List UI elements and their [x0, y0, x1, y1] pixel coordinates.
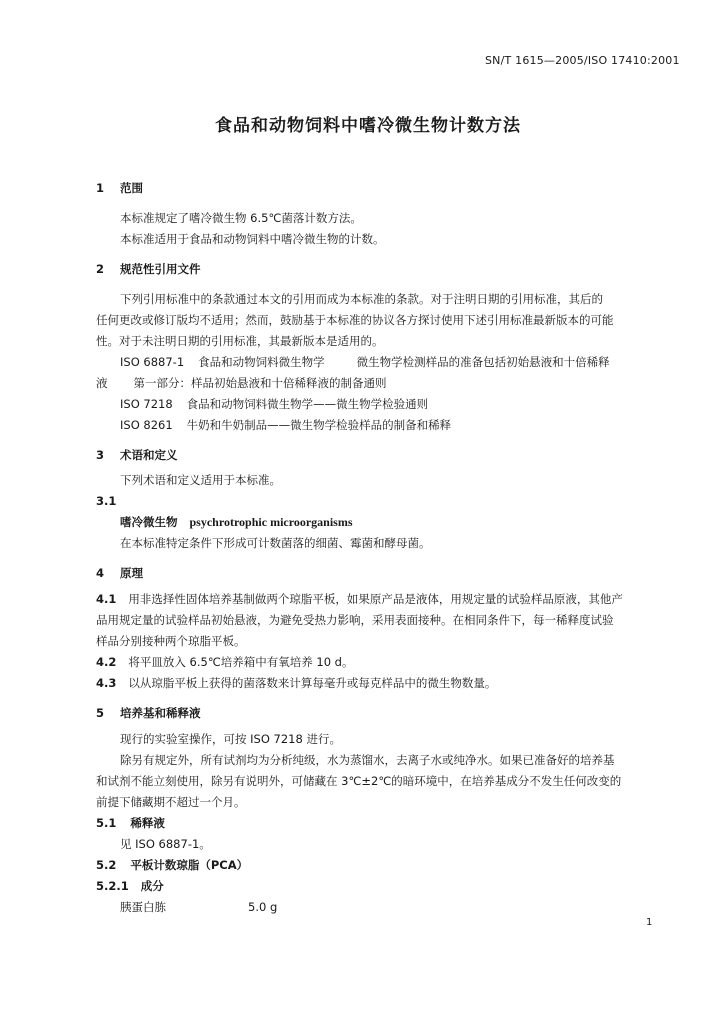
clause-number: 4.2 [96, 655, 117, 669]
section-title: 范围 [120, 181, 144, 195]
section-title: 培养基和稀释液 [120, 706, 201, 720]
term-chinese: 嗜冷微生物 [120, 515, 178, 529]
section-number: 2 [96, 262, 105, 276]
ingredient-row [120, 899, 277, 915]
reference-code: ISO 7218 [120, 397, 173, 411]
subsection-5-1-heading [96, 815, 165, 831]
term-definition: 在本标准特定条件下形成可计数菌落的细菌、霉菌和酵母菌。 [120, 536, 431, 550]
clause-4-1 [96, 591, 623, 607]
subsection-5-2-1-heading [96, 878, 164, 894]
page-number: 1 [646, 917, 653, 928]
reference-item [120, 354, 610, 370]
term-english: psychrotrophic microorganisms [189, 515, 353, 529]
paragraph: 本标准规定了嗜冷微生物 6.5℃菌落计数方法。 [120, 211, 362, 225]
subsection-5-2-heading [96, 857, 248, 873]
section-title: 规范性引用文件 [120, 262, 201, 276]
section-number: 1 [96, 181, 105, 195]
reference-title: 微生物学检测样品的准备包括初始悬液和十倍稀释 [356, 355, 610, 369]
reference-title: 食品和动物饲料微生物学——微生物学检验通则 [186, 397, 429, 411]
page-title: 食品和动物饲料中嗜冷微生物计数方法 [215, 116, 521, 136]
reference-code: ISO 8261 [120, 418, 173, 432]
reference-title: 牛奶和牛奶制品——微生物学检验样品的制备和稀释 [186, 418, 452, 432]
clause-text: 以从琼脂平板上获得的菌落数来计算每毫升或每克样品中的微生物数量。 [128, 676, 497, 690]
clause-number: 4.1 [96, 592, 117, 606]
section-5-heading [96, 705, 201, 721]
subsection-number: 5.2 [96, 858, 117, 872]
reference-title: 液 [96, 376, 108, 390]
subsection-title: 稀释液 [130, 816, 165, 830]
section-title: 术语和定义 [120, 448, 178, 462]
paragraph: 见 ISO 6887-1。 [120, 837, 211, 851]
paragraph-line: 下列引用标准中的条款通过本文的引用而成为本标准的条款。对于注明日期的引用标准，其后的 [120, 292, 603, 306]
clause-4-2 [96, 654, 353, 670]
reference-item [120, 417, 451, 433]
clause-text: 将平皿放入 6.5℃培养箱中有氧培养 10 d。 [128, 655, 354, 669]
standard-code-header: SN/T 1615—2005/ISO 17410:2001 [485, 54, 680, 67]
term-entry [120, 514, 353, 530]
subsection-title: 成分 [140, 879, 164, 893]
paragraph-line: 性。对于未注明日期的引用标准，其最新版本是适用的。 [96, 334, 384, 348]
section-3-heading [96, 447, 178, 463]
ingredient-name: 胰蛋白胨 [120, 900, 166, 914]
subsection-title: 平板计数琼脂（PCA） [130, 858, 249, 872]
paragraph-line: 任何更改或修订版均不适用；然而，鼓励基于本标准的协议各方探讨使用下述引用标准最新版本的可能 [96, 313, 614, 327]
paragraph-line: 前提下储藏期不超过一个月。 [96, 795, 246, 809]
paragraph-line: 和试剂不能立刻使用，除另有说明外，可储藏在 3℃±2℃的暗环境中，在培养基成分不发生任何改变的 [96, 774, 622, 788]
section-number: 3 [96, 448, 105, 462]
paragraph: 本标准适用于食品和动物饲料中嗜冷微生物的计数。 [120, 232, 385, 246]
section-2-heading [96, 261, 201, 277]
section-1-heading [96, 180, 143, 196]
reference-item-continued [96, 375, 387, 391]
reference-code: ISO 6887-1 [120, 355, 185, 369]
subsection-number: 5.2.1 [96, 879, 129, 893]
section-number: 5 [96, 706, 105, 720]
section-4-heading [96, 565, 143, 581]
section-number: 4 [96, 566, 105, 580]
subsection-number: 5.1 [96, 816, 117, 830]
ingredient-quantity: 5.0 g [248, 900, 278, 914]
paragraph: 下列术语和定义适用于本标准。 [120, 473, 281, 487]
paragraph-line: 样品分别接种两个琼脂平板。 [96, 634, 246, 648]
clause-text: 用非选择性固体培养基制做两个琼脂平板，如果原产品是液体，用规定量的试验样品原液，其他产 [128, 592, 623, 606]
reference-title: 第一部分：样品初始悬液和十倍稀释液的制备通则 [133, 376, 387, 390]
reference-title: 食品和动物饲料微生物学 [198, 355, 325, 369]
section-title: 原理 [120, 566, 144, 580]
paragraph-line: 品用规定量的试验样品初始悬液，为避免受热力影响，采用表面接种。在相同条件下，每一稀释度试验 [96, 613, 614, 627]
reference-item [120, 396, 428, 412]
paragraph-line: 除另有规定外，所有试剂均为分析纯级，水为蒸馏水，去离子水或纯净水。如果已准备好的培养基 [120, 753, 615, 767]
clause-4-3 [96, 675, 496, 691]
subsection-number: 3.1 [96, 494, 117, 508]
paragraph: 现行的实验室操作，可按 ISO 7218 进行。 [120, 732, 341, 746]
clause-number: 4.3 [96, 676, 117, 690]
